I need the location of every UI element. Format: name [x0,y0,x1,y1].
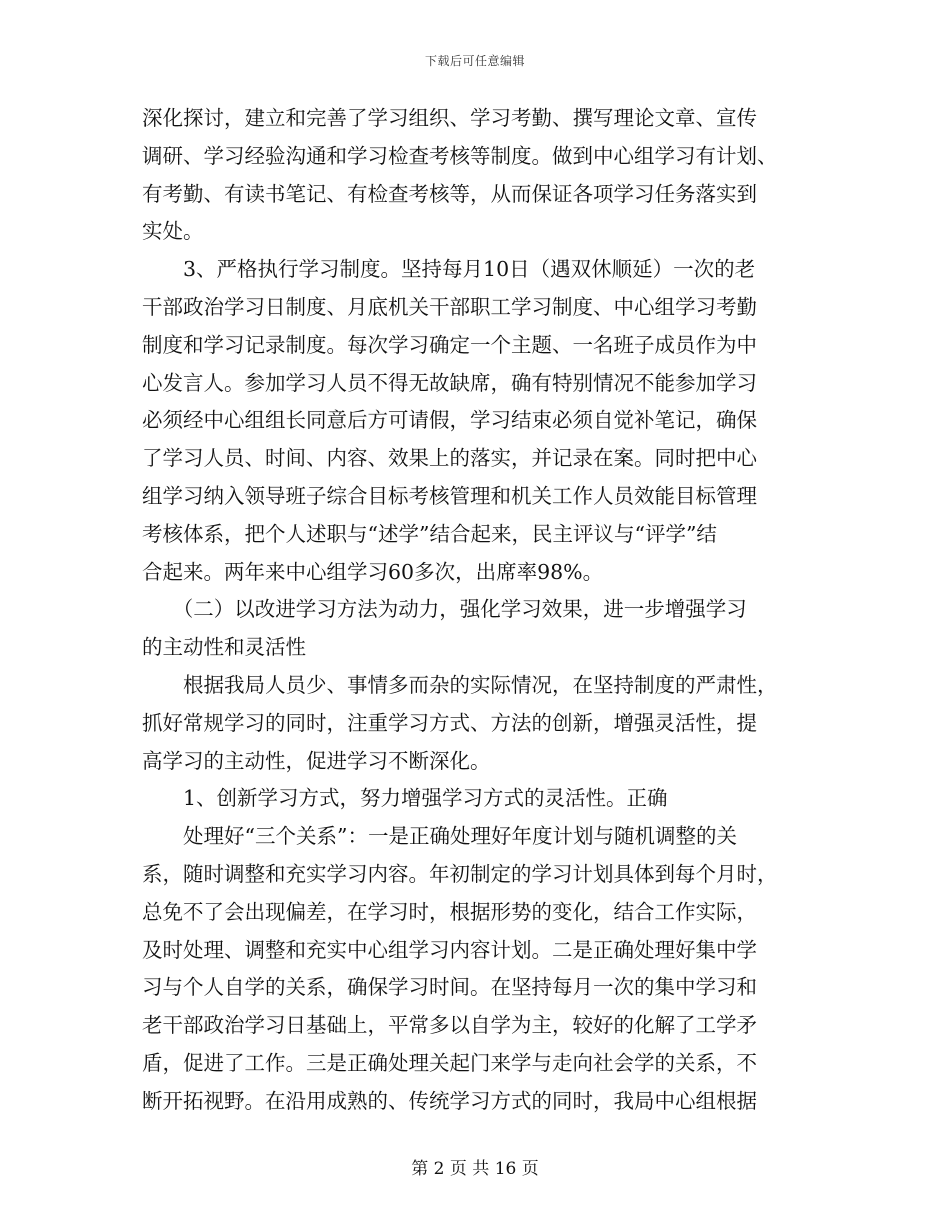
body-line: 盾，促进了工作。三是正确处理关起门来学与走向社会学的关系，不 [142,1050,757,1075]
body-line: 深化探讨，建立和完善了学习组织、学习考勤、撰写理论文章、宣传 [142,106,757,130]
body-line: 干部政治学习日制度、月底机关干部职工学习制度、中心组学习考勤 [142,294,757,319]
body-line: 了学习人员、时间、内容、效果上的落实，并记录在案。同时把中心 [142,446,757,471]
body-line: 习与个人自学的关系，确保学习时间。在坚持每月一次的集中学习和 [142,975,757,1000]
body-line: 老干部政治学习日基础上，平常多以自学为主，较好的化解了工学矛 [142,1013,757,1038]
body-line: 考核体系，把个人述职与“述学”结合起来，民主评议与“评学”结 [142,521,717,546]
body-line: 及时处理、调整和充实中心组学习内容计划。二是正确处理好集中学 [142,937,757,962]
body-line: 处理好“三个关系”：一是正确处理好年度计划与随机调整的关 [142,824,737,849]
page-number-footer: 第 2 页 共 16 页 [411,1159,539,1179]
body-line: 抓好常规学习的同时，注重学习方式、方法的创新，增强灵活性，提 [142,710,757,735]
body-line: 合起来。两年来中心组学习60多次，出席率98%。 [142,559,604,584]
body-line: 组学习纳入领导班子综合目标考核管理和机关工作人员效能目标管理 [142,483,757,508]
body-line: 调研、学习经验沟通和学习检查考核等制度。做到中心组学习有计划、 [142,143,778,168]
body-line: 系，随时调整和充实学习内容。年初制定的学习计划具体到每个月时， [142,861,778,886]
section-heading-line: （二）以改进学习方法为动力，强化学习效果，进一步增强学习 [142,597,747,622]
body-line: 有考勤、有读书笔记、有检查考核等，从而保证各项学习任务落实到 [142,181,757,206]
page-header: 下载后可任意编辑 [424,54,525,68]
body-line: 3、严格执行学习制度。坚持每月10日（遇双休顺延）一次的老 [142,257,756,282]
body-line: 必须经中心组组长同意后方可请假，学习结束必须自觉补笔记，确保 [142,408,757,433]
body-line: 心发言人。参加学习人员不得无故缺席，确有特别情况不能参加学习 [142,370,757,395]
body-line: 高学习的主动性，促进学习不断深化。 [142,748,491,773]
body-line: 制度和学习记录制度。每次学习确定一个主题、一名班子成员作为中 [142,332,757,357]
body-line: 断开拓视野。在沿用成熟的、传统学习方式的同时，我局中心组根据 [142,1088,757,1113]
document-body [142,100,814,1121]
body-line: 实处。 [142,219,204,244]
body-line: 根据我局人员少、事情多而杂的实际情况，在坚持制度的严肃性， [142,672,778,697]
section-heading-line: 的主动性和灵活性 [142,635,306,660]
body-line: 总免不了会出现偏差，在学习时，根据形势的变化，结合工作实际， [142,899,757,924]
body-line: 1、创新学习方式，努力增强学习方式的灵活性。正确 [142,786,668,811]
